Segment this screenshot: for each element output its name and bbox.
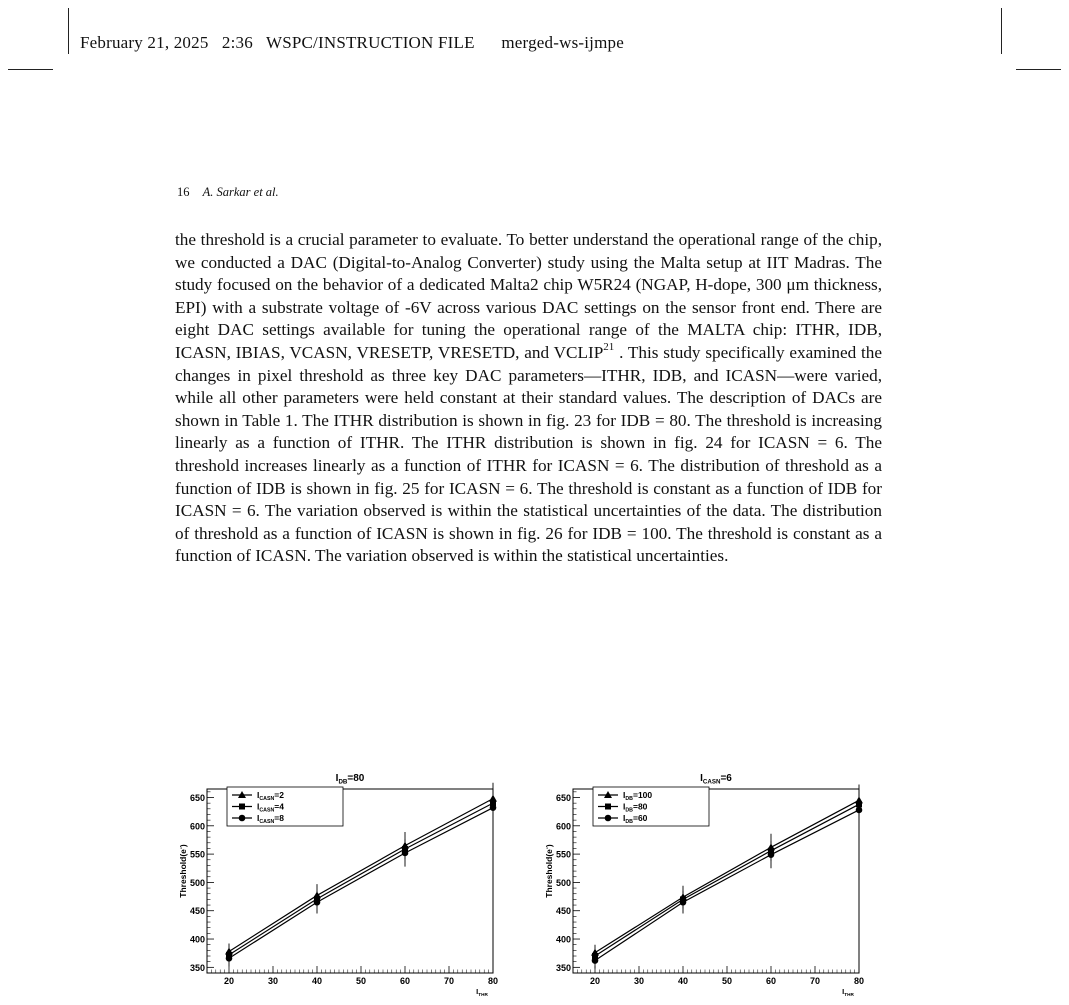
y-tick-label: 650 — [189, 792, 205, 803]
y-tick-label: 650 — [555, 792, 571, 803]
x-tick-label: 70 — [443, 976, 455, 986]
x-tick-label: 20 — [223, 976, 235, 986]
x-tick-label: 20 — [589, 976, 601, 986]
crop-mark-top-left-vertical — [68, 8, 69, 54]
y-tick-label: 600 — [555, 821, 571, 832]
x-tick-label: 60 — [765, 976, 777, 986]
y-tick-label: 500 — [189, 877, 205, 888]
data-point — [226, 955, 233, 962]
x-tick-label: 80 — [487, 976, 499, 986]
body-text-part-2: . This study specifically examined the changes in pixel threshold as three key DAC parameters—ITHR, IDB, and ICASN—were varied, while all other parameters were held constant at their standard values. The description of DACs are shown in Table 1. The ITHR distribution is shown in fig. 23 for IDB = 80. The threshold is increasing linearly as a function of ITHR. The ITHR distribution is shown in fig. 24 for ICASN = 6. The threshold increases linearly as a function of ITHR for ICASN = 6. The distribution of threshold as a function of IDB is shown in fig. 25 for ICASN = 6. The threshold is constant as a function of IDB for ICASN = 6. The variation observed is within the statistical uncertainties of the data. The distribution of threshold as a function of ICASN is shown in fig. 26 for IDB = 100. The threshold is constant as a function of ICASN. The variation observed is within the statistical uncertainties. — [175, 342, 883, 566]
legend-label: $I_{CASN}=8$ — [257, 813, 284, 826]
y-axis-label: Threshold(e-) — [544, 844, 554, 898]
data-point — [592, 957, 599, 964]
crop-mark-top-right-horizontal — [1016, 69, 1061, 70]
legend-label: $I_{CASN}=2$ — [257, 790, 284, 803]
y-tick-label: 500 — [555, 877, 571, 888]
y-tick-label: 600 — [189, 821, 205, 832]
x-axis-label: $I_{THR}$ — [476, 987, 488, 997]
crop-mark-top-left-horizontal — [8, 69, 53, 70]
body-paragraph — [175, 229, 882, 568]
x-tick-label: 30 — [267, 976, 279, 986]
legend-label: $I_{CASN}=4$ — [257, 801, 284, 814]
x-tick-label: 40 — [311, 976, 323, 986]
citation-ref: 21 — [603, 341, 615, 354]
data-point — [490, 804, 497, 811]
header-file-name: merged-ws-ijmpe — [501, 33, 624, 52]
header-time: 2:36 — [221, 33, 253, 52]
series-line — [229, 808, 493, 959]
y-axis — [190, 792, 214, 973]
data-point — [402, 850, 409, 857]
legend-marker — [239, 804, 245, 810]
series-line — [595, 801, 859, 956]
data-point — [314, 899, 321, 906]
page-number: 16 — [177, 185, 190, 199]
chart-title: $I_{CASN}=6$ — [700, 773, 732, 786]
header-date: February 21, 2025 — [80, 33, 209, 52]
x-tick-label: 50 — [721, 976, 733, 986]
figure-ithr-icasn6 — [541, 764, 865, 1000]
chart-svg — [541, 764, 865, 1000]
data-point — [768, 851, 775, 858]
y-tick-label: 400 — [189, 934, 205, 945]
x-tick-label: 40 — [677, 976, 689, 986]
legend-label: $I_{DB}=60$ — [623, 813, 648, 826]
legend-marker — [239, 815, 246, 822]
legend-marker — [605, 815, 612, 822]
x-tick-label: 60 — [399, 976, 411, 986]
legend — [227, 787, 343, 826]
data-point — [680, 899, 687, 906]
y-tick-label: 450 — [189, 906, 205, 917]
y-axis — [556, 792, 580, 973]
running-head — [177, 185, 279, 200]
series-line — [595, 810, 859, 961]
y-tick-label: 350 — [555, 962, 571, 973]
x-tick-label: 80 — [853, 976, 865, 986]
chart-title: $I_{DB}=80$ — [335, 773, 365, 786]
y-tick-label: 450 — [555, 906, 571, 917]
x-axis — [577, 966, 864, 986]
x-tick-label: 50 — [355, 976, 367, 986]
y-tick-label: 550 — [189, 849, 205, 860]
legend — [593, 787, 709, 826]
y-axis-label: Threshold(e-) — [178, 844, 188, 898]
figure-ithr-idb80 — [175, 764, 499, 1000]
y-tick-label: 350 — [189, 962, 205, 973]
page-header — [80, 33, 624, 53]
crop-mark-top-right-vertical — [1001, 8, 1002, 54]
chart-svg — [175, 764, 499, 1000]
legend-marker — [605, 804, 611, 810]
legend-label: $I_{DB}=80$ — [623, 801, 648, 814]
x-tick-label: 70 — [809, 976, 821, 986]
body-text-part-1: the threshold is a crucial parameter to evaluate. To better understand the operational range of the chip, we conducted a DAC (Digital-to-Analog Converter) study using the Malta setup at IIT Madras. The study focused on the behavior of a dedicated Malta2 chip W5R24 (NGAP, H-dope, 300 μm thickness, EPI) with a substrate voltage of -6V across various DAC settings on the sensor front end. There are eight DAC settings available for tuning the operational range of the MALTA chip: ITHR, IDB, ICASN, IBIAS, VCASN, VRESETP, VRESETD, and VCLIP — [175, 230, 882, 362]
x-tick-label: 30 — [633, 976, 645, 986]
x-axis — [211, 966, 498, 986]
running-head-authors: A. Sarkar et al. — [202, 185, 279, 199]
x-axis-label: $I_{THR}$ — [842, 987, 854, 997]
header-file-type: WSPC/INSTRUCTION FILE — [265, 33, 475, 52]
data-point — [856, 807, 863, 814]
legend-label: $I_{DB}=100$ — [623, 790, 653, 803]
y-tick-label: 400 — [555, 934, 571, 945]
y-tick-label: 550 — [555, 849, 571, 860]
